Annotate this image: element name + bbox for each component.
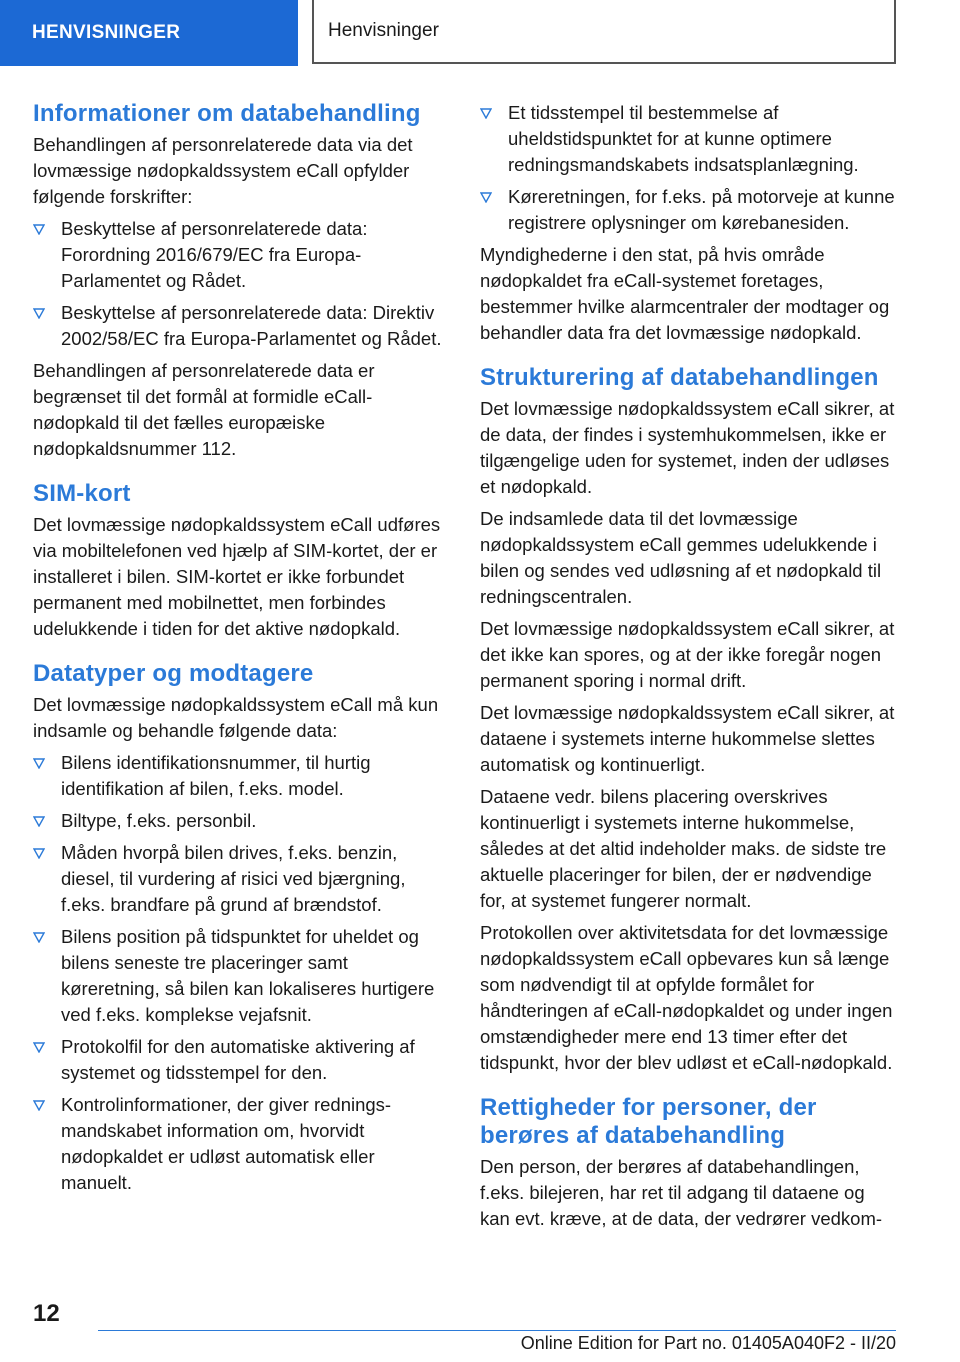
paragraph: Det lovmæssige nødopkaldssystem eCall udføres via mobiltelefonen ved hjælp af SIM-kortet, der er installeret i bilen. SIM-kortet er ikke forbundet permanent med mobilnettet, men forbindes udelukkende i tiden for det aktive nødopkald. [33, 514, 441, 639]
list-item-text: Måden hvorpå bilen drives, f.eks. benzin, diesel, til vurdering af risici ved bjærgning, f.eks. brandfare på grund af brændstof. [61, 842, 406, 915]
paragraph: Det lovmæssige nødopkaldssystem eCall sikrer, at det ikke kan spores, og at der ikke foregår nogen permanent sporing i normal drift. [480, 618, 895, 691]
list-item [33, 300, 449, 352]
footer-edition: Online Edition for Part no. 01405A040F2 - II/20 [520, 1333, 896, 1353]
section-sim-card [33, 480, 449, 642]
list-item [33, 840, 449, 918]
triangle-bullet-icon [33, 1100, 45, 1111]
paragraph: Behandlingen af personrelaterede data via det lovmæssige nødopkaldssystem eCall opfylder følgende forskrifter: [33, 134, 413, 207]
list-item [480, 100, 896, 178]
triangle-bullet-icon [480, 108, 492, 119]
section-title: Datatyper og modtagere [33, 660, 314, 687]
list-item-text: Biltype, f.eks. personbil. [61, 810, 257, 831]
page-header [0, 0, 960, 66]
paragraph: Protokollen over aktivitetsdata for det lovmæssige nødopkaldssystem eCall opbevares kun så længe som nødvendigt til at opfylde formålet for håndteringen af eCall-nødopkaldet og under ingen omstændigheder mere end 13 timer efter det tidspunkt, hvor der blev udløst et eCall-nødopkald. [480, 922, 893, 1073]
paragraph: De indsamlede data til det lovmæssige nødopkaldssystem eCall gemmes udelukkende i bilen og sendes ved udløsning af et nødopkald til redningscentralen. [480, 508, 882, 607]
list-item-text: Protokolfil for den automatiske aktivering af systemet og tidsstempel for den. [61, 1036, 415, 1083]
section-title: SIM-kort [33, 480, 131, 507]
list-item-text: Beskyttelse af personrelaterede data: Direktiv 2002/58/EC fra Europa-Parlamentet og Rådet. [61, 302, 442, 349]
left-column [33, 100, 449, 1214]
triangle-bullet-icon [33, 932, 45, 943]
footer-divider [98, 1330, 896, 1331]
list-item [33, 808, 449, 834]
section-title: Rettigheder for personer, der berøres af databehandling [480, 1094, 817, 1149]
list-item-text: Køreretningen, for f.eks. på motorveje at kunne registrere oplysninger om kørebanesiden. [508, 186, 895, 233]
paragraph: Behandlingen af personrelaterede data er begrænset til det formål at formidle eCall-nødopkald til det fælles europæiske nødopkaldsnummer 112. [33, 360, 375, 459]
list-item [480, 184, 896, 236]
bullet-list [480, 100, 896, 236]
section-rights [480, 1094, 896, 1232]
right-column [480, 100, 896, 1250]
list-item [33, 216, 449, 294]
page-number: 12 [33, 1300, 60, 1327]
section-structuring [480, 364, 896, 1076]
section-data-types [33, 660, 449, 1196]
list-item-text: Bilens position på tidspunktet for uheldet og bilens seneste tre placeringer samt køreretning, så bilen kan lokaliseres hurtigere ved f.eks. komplekse vejafsnit. [61, 926, 435, 1025]
triangle-bullet-icon [480, 192, 492, 203]
triangle-bullet-icon [33, 224, 45, 235]
list-item [33, 1092, 449, 1196]
triangle-bullet-icon [33, 1042, 45, 1053]
paragraph: Dataene vedr. bilens placering overskrives kontinuerligt i systemets interne hukommelse, således at det altid indeholder maks. de sidste tre aktuelle placeringer for bilen, der er nødvendige for, at systemet fungerer normalt. [480, 786, 887, 911]
list-item-text: Et tidsstempel til bestemmelse af uheldstidspunktet for at kunne optimere redningsmandskabets indsatsplanlægning. [508, 102, 859, 175]
list-item [33, 1034, 449, 1086]
page-title: Henvisninger [312, 0, 896, 64]
list-item-text: Kontrolinformationer, der giver rednings-mandskabet information om, hvorvidt nødopkaldet er udløst automatisk eller manuelt. [61, 1094, 392, 1193]
paragraph: Den person, der berøres af databehandlingen, f.eks. bilejeren, har ret til adgang til dataene og kan evt. kræve, at de data, der vedrører vedkom- [480, 1156, 883, 1229]
section-title: Informationer om databehandling [33, 100, 421, 127]
triangle-bullet-icon [33, 848, 45, 859]
triangle-bullet-icon [33, 758, 45, 769]
paragraph: Det lovmæssige nødopkaldssystem eCall sikrer, at dataene i systemets interne hukommelse slettes automatisk og kontinuerligt. [480, 702, 895, 775]
list-item-text: Beskyttelse af personrelaterede data: Forordning 2016/679/EC fra Europa-Parlamentet og Rådet. [61, 218, 368, 291]
list-item [33, 750, 449, 802]
list-item [33, 924, 449, 1028]
paragraph: Det lovmæssige nødopkaldssystem eCall må kun indsamle og behandle følgende data: [33, 694, 439, 741]
bullet-list [33, 750, 449, 1196]
bullet-list [33, 216, 449, 352]
section-data-processing [33, 100, 449, 462]
section-title: Strukturering af databehandlingen [480, 364, 879, 391]
triangle-bullet-icon [33, 816, 45, 827]
paragraph: Det lovmæssige nødopkaldssystem eCall sikrer, at de data, der findes i systemhukommelsen, ikke er tilgængelige uden for systemet, inden der udløses et nødopkald. [480, 398, 895, 497]
triangle-bullet-icon [33, 308, 45, 319]
section-tab[interactable]: HENVISNINGER [0, 0, 298, 66]
section-continued [480, 100, 896, 346]
paragraph: Myndighederne i den stat, på hvis område nødopkaldet fra eCall-systemet foretages, bestemmer hvilke alarmcentraler der modtager og behandler data fra det lovmæssige nødopkald. [480, 244, 890, 343]
list-item-text: Bilens identifikationsnummer, til hurtig identifikation af bilen, f.eks. model. [61, 752, 371, 799]
